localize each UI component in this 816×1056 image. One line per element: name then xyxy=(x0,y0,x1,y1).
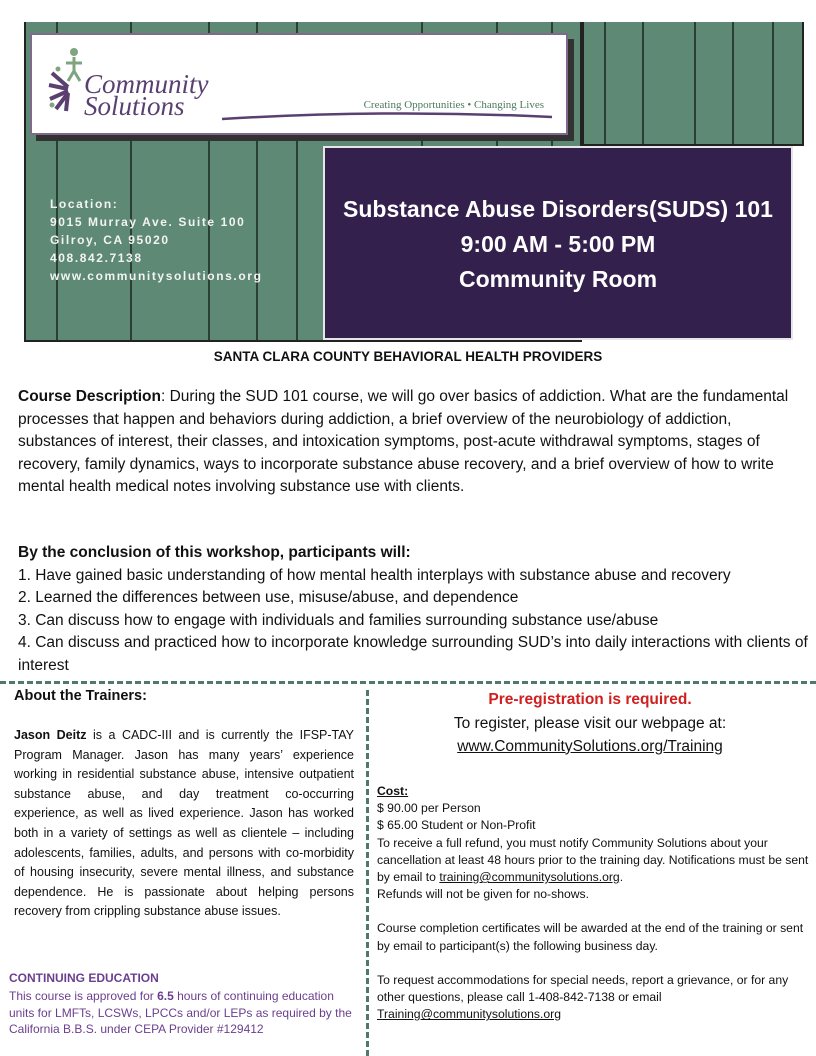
location-website: www.communitysolutions.org xyxy=(50,269,263,283)
certificates-info: Course completion certificates will be awarded at the end of the training or sent by email to participant(s) the following business day. xyxy=(377,921,804,953)
preregistration-notice: Pre-registration is required. xyxy=(488,691,692,708)
logo-wordmark-line2: Solutions xyxy=(84,91,185,121)
registration-link[interactable]: www.CommunitySolutions.org/Training xyxy=(457,737,723,755)
no-show-policy: Refunds will not be given for no-shows. xyxy=(377,887,590,902)
course-title-box xyxy=(323,146,793,340)
objective-item: 4. Can discuss and practiced how to incorporate knowledge surrounding SUD’s into daily interactions with clients of interest xyxy=(18,634,808,674)
ce-text xyxy=(9,988,354,1038)
objective-item: 3. Can discuss how to engage with individuals and families surrounding substance use/abuse xyxy=(18,611,659,629)
location-phone: 408.842.7138 xyxy=(50,251,143,265)
trainer-bio-text: is a CADC-III and is currently the IFSP-TAY Program Manager. Jason has many years’ experience working in residential substance abuse, intensive outpatient substance abuse, and day treatment co-occurring experience, as well as lived experience. Jason has worked both in a variety of settings as well as clientele – including adolescents, families, adults, and persons with co-morbidity of housing insecurity, severe mental illness, and substance dependence. He is passionate about helping persons recovery from crippling substance abuse issues. xyxy=(14,728,354,919)
ce-hours: 6.5 xyxy=(157,989,174,1003)
tagline-swoosh xyxy=(222,111,552,121)
location-block xyxy=(50,195,263,285)
header-banner xyxy=(0,0,816,345)
county-heading: SANTA CLARA COUNTY BEHAVIORAL HEALTH PROVIDERS xyxy=(213,349,603,364)
trainers-heading: About the Trainers: xyxy=(14,688,147,704)
logo-card xyxy=(30,33,568,135)
green-backdrop-right xyxy=(582,22,804,146)
course-description xyxy=(18,386,810,499)
course-description-text: : During the SUD 101 course, we will go over basics of addiction. What are the fundamental processes that happen and behaviors during addiction, a brief overview of the neurobiology of addiction, substances of interest, their classes, and intoxication symptoms, post-acute withdrawal symptoms, stages of recovery, family dynamics, ways to incorporate substance abuse recovery, and a brief overview of how to write mental health medical notes involving substance use with clients. xyxy=(18,388,789,495)
registration-instruction: To register, please visit our webpage at: xyxy=(453,715,727,732)
ce-text-before: This course is approved for xyxy=(9,989,158,1003)
registration-info xyxy=(380,713,800,758)
refund-policy xyxy=(377,835,813,887)
refund-email-link[interactable]: training@communitysolutions.org xyxy=(439,870,620,885)
objectives-heading: By the conclusion of this workshop, participants will: xyxy=(18,544,411,561)
ce-text-after: hours of continuing education units for LMFTs, LCSWs, LPCCs and/or LEPs as required by the California B.B.S. under CEPA Provider #129412 xyxy=(9,989,352,1036)
accommodations-info xyxy=(377,972,813,1024)
price-student: $ 65.00 Student or Non-Profit xyxy=(377,818,536,833)
logo-wordmark-line1: Community xyxy=(84,69,209,99)
vertical-divider xyxy=(366,690,369,1056)
ce-heading: CONTINUING EDUCATION xyxy=(9,971,159,985)
accommodations-text: To request accommodations for special needs, report a grievance, or for any other questions, please call 1-408-842-7138 or email xyxy=(377,972,789,1005)
cost-section xyxy=(377,783,813,1023)
course-room: Community Room xyxy=(458,266,658,292)
contact-email-link[interactable]: Training@communitysolutions.org xyxy=(377,1007,561,1022)
refund-end: . xyxy=(619,870,624,885)
trainer-name: Jason Deitz xyxy=(14,728,87,742)
course-time: 9:00 AM - 5:00 PM xyxy=(460,231,656,257)
cost-label: Cost: xyxy=(377,784,409,798)
refund-text: To receive a full refund, you must notify Community Solutions about your cancellation at least 48 hours prior to the training day. Notifications must be sent by email to xyxy=(377,835,809,885)
course-description-label: Course Description xyxy=(18,388,161,405)
location-address1: 9015 Murray Ave. Suite 100 xyxy=(50,215,246,229)
logo-tagline: Creating Opportunities • Changing Lives xyxy=(363,99,544,111)
location-address2: Gilroy, CA 95020 xyxy=(50,233,170,247)
objectives-section xyxy=(18,542,816,677)
trainer-bio xyxy=(14,726,354,922)
objective-item: 2. Learned the differences between use, misuse/abuse, and dependence xyxy=(18,589,519,606)
objective-item: 1. Have gained basic understanding of how mental health interplays with substance abuse and recovery xyxy=(18,566,731,584)
location-label: Location: xyxy=(50,197,119,211)
course-title: Substance Abuse Disorders(SUDS) 101 xyxy=(343,196,773,222)
price-per-person: $ 90.00 per Person xyxy=(377,801,481,816)
horizontal-divider xyxy=(0,681,816,684)
